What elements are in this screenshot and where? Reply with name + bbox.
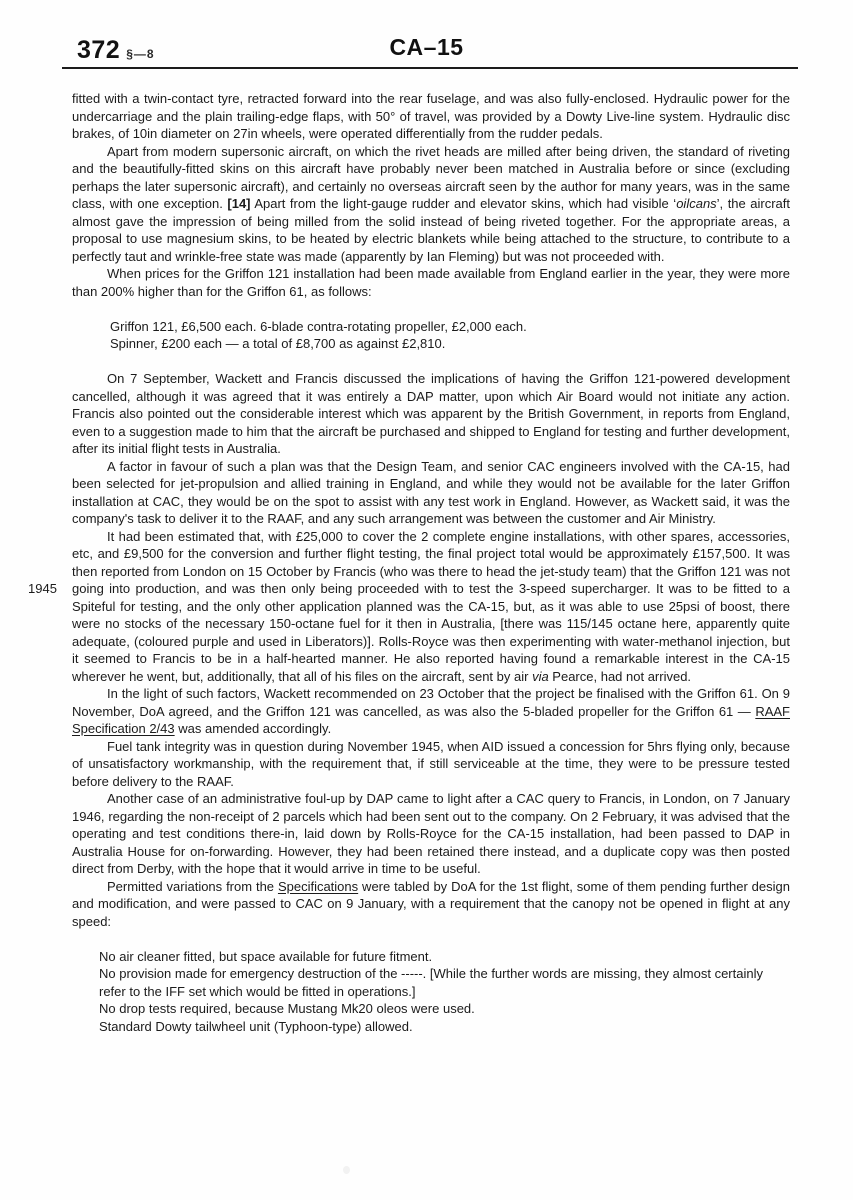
text-run: ’, the aircraft almost gave the impression of being milled from the solid instead of being riveted together. For the appropriate areas, a proposal to use magnesium skins, to be heated by electric blankets while being attached to the structure, to contribute to a perfectly taut and wrinkle-free state was made (apparently by Ian Fleming) but was not proceeded with. [72, 196, 791, 264]
variations-block [99, 948, 790, 1036]
paragraph-7 [72, 685, 790, 738]
text-run: A factor in favour of such a plan was that the Design Team, and senior CAC engineers involved with the CA-15, had been selected for jet-propulsion and allied training in England, and while they would not be available for the later Griffon installation at CAC, they would be on the spot to assist with any test work in England. However, as Wackett said, it was the company's task to deliver it to the RAAF, and any such arrangement was between the customer and Air Ministry. [72, 458, 790, 526]
paragraph-1 [72, 143, 790, 266]
text-run: was amended accordingly. [174, 721, 332, 736]
price-block [110, 318, 790, 353]
paragraph-4 [72, 370, 790, 458]
paragraph-5 [72, 458, 790, 528]
text-run: It had been estimated that, with £25,000 to cover the 2 complete engine installations, with other spares, accessories, etc, and £9,500 for the conversion and further flight testing, the final project total would be approximately £157,500. It was then reported from London on 15 October by Francis (who was there to head the jet-study team) that the Griffon 121 was not going into production, and was then only being proceeded with to test the 3-speed supercharger. It was to be fitted to a Spiteful for testing, and the only other application planned was the CA-15, but, as it was able to use 25psi of boost, there were no stocks of the necessary 150-octane fuel for it then in Australia, [there was 115/145 octane here, apparently quite adequate, (coloured purple and used in Liberators)]. Rolls-Royce was then experimenting with water-methanol injection, but it seemed to Francis to be in a half-hearted manner. He also reported having found a remarkable interest in the CA-15 wherever he went, but, additionally, that all of his files on the aircraft, sent by air [72, 528, 790, 684]
text-run: were tabled by DoA for the 1st flight, some of them pending further design and modification, and were passed to CAC on 9 January, with a requirement that the canopy not be opened in flight at any speed: [72, 878, 790, 929]
italic-text: oilcans [676, 196, 717, 211]
margin-note-year: 1945 [28, 581, 57, 596]
block-item: No provision made for emergency destruction of the -----. [While the further words are missing, they almost certainly refer to the IFF set which would be fitted in operations.] [99, 966, 763, 999]
block-line: Griffon 121, £6,500 each. 6-blade contra-rotating propeller, £2,000 each. [110, 318, 527, 334]
text-run: Apart from the light-gauge rudder and elevator skins, which had visible ‘ [250, 196, 677, 211]
page-title: CA–15 [389, 34, 464, 60]
text-run: When prices for the Griffon 121 installation had been made available from England earlier in the year, they were more than 200% higher than for the Griffon 61, as follows: [72, 266, 790, 299]
paragraph-8 [72, 738, 790, 791]
text-run: fitted with a twin-contact tyre, retracted forward into the rear fuselage, and was also fully-enclosed. Hydraulic power for the undercarriage and the plain trailing-edge flaps, with 50° of travel, was provided by a Dowty Live-line system. Hydraulic disc brakes, of 10in diameter on 27in wheels, were operated differentially from the rudder pedals. [72, 91, 790, 141]
section-reference: §—8 [126, 47, 155, 61]
scan-speck-artifact [343, 1166, 350, 1174]
paragraph-10 [72, 878, 790, 931]
text-run: In the light of such factors, Wackett recommended on 23 October that the project be finalised with the Griffon 61. On 9 November, DoA agreed, and the Griffon 121 was cancelled, as was also the 5-bladed propeller for the Griffon 61 — [72, 686, 790, 719]
paragraph-2 [72, 265, 790, 300]
text-run: On 7 September, Wackett and Francis discussed the implications of having the Griffon 121-powered development cancelled, although it was agreed that it was entirely a DAP matter, upon which Air Board would not initiate any action. Francis also pointed out the considerable interest which was apparent by the British Government, in reports from England, even to a suggestion made to him that the aircraft be purchased and shipped to England for testing and further development, after its initial flight tests in Australia. [72, 371, 790, 456]
header-rule [62, 67, 798, 69]
underlined-text: Specifications [277, 878, 359, 894]
text-run: Another case of an administrative foul-up by DAP came to light after a CAC query to Francis, in London, on 7 January 1946, regarding the non-receipt of 2 parcels which had been sent out to the company. On 2 February, it was advised that the operating and test conditions there-in, laid down by Rolls-Royce for the CA-15 installation, had been passed to DAP in Australia House for on-forwarding. However, they had been retained there instead, and a duplicate copy was then posted direct from Derby, with the hope that it would arrive in time to be useful. [72, 791, 790, 876]
block-item: No air cleaner fitted, but space available for future fitment. [99, 948, 433, 964]
block-item: No drop tests required, because Mustang Mk20 oleos were used. [99, 1001, 475, 1016]
block-line: Spinner, £200 each — a total of £8,700 as against £2,810. [110, 336, 446, 351]
text-run: Apart from modern supersonic aircraft, on which the rivet heads are milled after being driven, the standard of riveting and the beautifully-fitted skins on this aircraft have probably never been matched in Australia before or since (excluding perhaps the later supersonic aircraft), and certainly no overseas aircraft seen by the author for many years, was in the same class, with one exception. [72, 143, 790, 211]
paragraph-9 [72, 790, 790, 878]
page-body [72, 90, 790, 1035]
paragraph-0 [72, 90, 790, 143]
underlined-text: RAAF Specification 2/43 [72, 703, 790, 736]
text-run: Permitted variations from the [107, 878, 278, 894]
block-item: Standard Dowty tailwheel unit (Typhoon-type) allowed. [99, 1018, 413, 1034]
italic-text: via [532, 668, 549, 684]
bold-text: [14] [227, 196, 251, 211]
text-run: Pearce, had not arrived. [548, 668, 692, 684]
text-run: Fuel tank integrity was in question during November 1945, when AID issued a concession for 5hrs flying only, because of unsatisfactory workmanship, with the requirement that, if still serviceable at the time, they were to be pressure tested before delivery to the RAAF. [72, 738, 790, 789]
page-number: 372 [77, 36, 121, 64]
paragraph-6 [72, 528, 790, 686]
